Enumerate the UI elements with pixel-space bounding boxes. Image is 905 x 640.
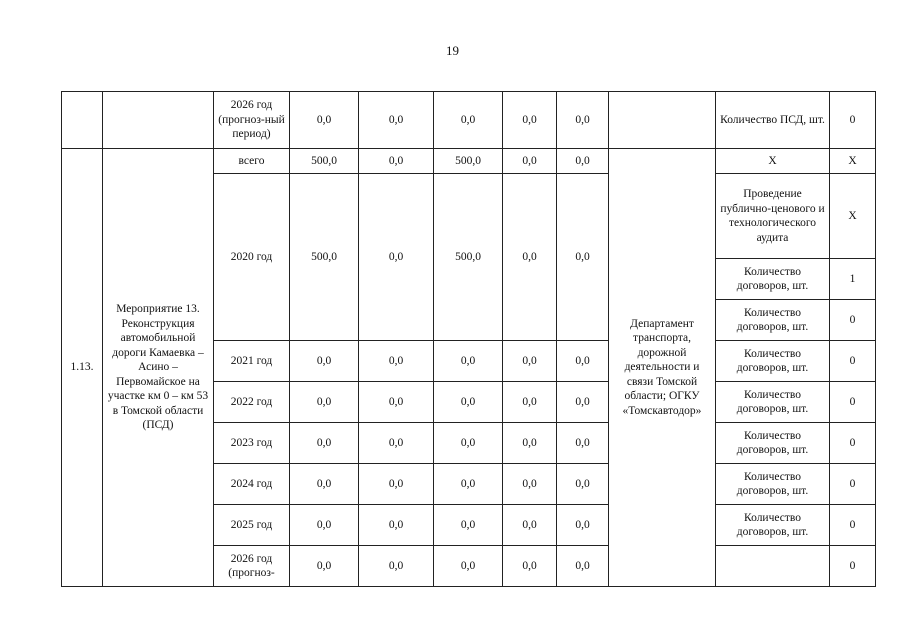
value-cell: 0,0 bbox=[434, 92, 503, 149]
value-cell: 500,0 bbox=[290, 149, 359, 174]
value-cell: 0,0 bbox=[503, 546, 557, 587]
value-cell: 0,0 bbox=[359, 382, 434, 423]
indicator-value-cell: 0 bbox=[830, 300, 876, 341]
indicator-value-cell: 0 bbox=[830, 464, 876, 505]
value-cell: 0,0 bbox=[503, 174, 557, 341]
value-cell: 0,0 bbox=[359, 464, 434, 505]
value-cell: 0,0 bbox=[557, 464, 609, 505]
measure-number-cell: 1.13. bbox=[62, 149, 103, 587]
value-cell: 0,0 bbox=[434, 423, 503, 464]
value-cell: 0,0 bbox=[359, 149, 434, 174]
page-number: 19 bbox=[446, 43, 459, 58]
indicator-name-cell: Количество договоров, шт. bbox=[716, 341, 830, 382]
executor-cell: Департамент транспорта, дорожной деятельности и связи Томской области; ОГКУ «Томскавтодор» bbox=[609, 149, 716, 587]
empty-cell bbox=[62, 92, 103, 149]
value-cell: 0,0 bbox=[359, 341, 434, 382]
indicator-value-cell: Х bbox=[830, 174, 876, 259]
value-cell: 0,0 bbox=[557, 423, 609, 464]
indicator-value-cell: 0 bbox=[830, 341, 876, 382]
period-cell: 2020 год bbox=[214, 174, 290, 341]
value-cell: 0,0 bbox=[359, 174, 434, 341]
value-cell: 0,0 bbox=[434, 382, 503, 423]
value-cell: 0,0 bbox=[503, 423, 557, 464]
value-cell: 0,0 bbox=[557, 546, 609, 587]
period-cell: 2026 год (прогноз- bbox=[214, 546, 290, 587]
period-cell: 2026 год (прогноз-ный период) bbox=[214, 92, 290, 149]
value-cell: 0,0 bbox=[503, 341, 557, 382]
value-cell: 0,0 bbox=[290, 505, 359, 546]
value-cell: 0,0 bbox=[434, 505, 503, 546]
indicator-name-cell bbox=[716, 546, 830, 587]
indicator-name-cell: Количество договоров, шт. bbox=[716, 382, 830, 423]
program-table bbox=[61, 91, 876, 587]
value-cell: 0,0 bbox=[557, 92, 609, 149]
value-cell: 0,0 bbox=[359, 505, 434, 546]
value-cell: 500,0 bbox=[434, 174, 503, 341]
value-cell: 0,0 bbox=[290, 382, 359, 423]
value-cell: 0,0 bbox=[557, 382, 609, 423]
value-cell: 0,0 bbox=[359, 546, 434, 587]
value-cell: 500,0 bbox=[290, 174, 359, 341]
indicator-value-cell: 0 bbox=[830, 505, 876, 546]
empty-cell bbox=[609, 92, 716, 149]
value-cell: 0,0 bbox=[290, 423, 359, 464]
table-row bbox=[62, 149, 876, 174]
value-cell: 0,0 bbox=[290, 546, 359, 587]
value-cell: 0,0 bbox=[503, 505, 557, 546]
value-cell: 0,0 bbox=[290, 92, 359, 149]
indicator-name-cell: Количество договоров, шт. bbox=[716, 300, 830, 341]
period-cell: 2023 год bbox=[214, 423, 290, 464]
value-cell: 0,0 bbox=[290, 464, 359, 505]
indicator-name-cell: Количество договоров, шт. bbox=[716, 423, 830, 464]
indicator-name-cell: Количество договоров, шт. bbox=[716, 505, 830, 546]
value-cell: 0,0 bbox=[503, 149, 557, 174]
value-cell: 0,0 bbox=[434, 341, 503, 382]
period-cell: 2021 год bbox=[214, 341, 290, 382]
table-row bbox=[62, 92, 876, 149]
value-cell: 0,0 bbox=[503, 92, 557, 149]
indicator-value-cell: 0 bbox=[830, 546, 876, 587]
indicator-name-cell: Проведение публично-ценового и технологического аудита bbox=[716, 174, 830, 259]
value-cell: 0,0 bbox=[557, 174, 609, 341]
indicator-name-cell: Количество договоров, шт. bbox=[716, 464, 830, 505]
value-cell: 0,0 bbox=[359, 92, 434, 149]
value-cell: 0,0 bbox=[557, 341, 609, 382]
indicator-name-cell: Количество ПСД, шт. bbox=[716, 92, 830, 149]
period-cell: 2025 год bbox=[214, 505, 290, 546]
indicator-name-cell: Х bbox=[716, 149, 830, 174]
indicator-value-cell: 0 bbox=[830, 92, 876, 149]
period-cell: всего bbox=[214, 149, 290, 174]
value-cell: 0,0 bbox=[557, 149, 609, 174]
indicator-value-cell: 0 bbox=[830, 382, 876, 423]
value-cell: 0,0 bbox=[290, 341, 359, 382]
value-cell: 0,0 bbox=[434, 464, 503, 505]
value-cell: 0,0 bbox=[359, 423, 434, 464]
indicator-value-cell: 0 bbox=[830, 423, 876, 464]
measure-name-cell: Мероприятие 13. Реконструкция автомобильной дороги Камаевка – Асино – Первомайское на участке км 0 – км 53 в Томской области (ПСД) bbox=[103, 149, 214, 587]
value-cell: 0,0 bbox=[503, 382, 557, 423]
period-cell: 2022 год bbox=[214, 382, 290, 423]
value-cell: 0,0 bbox=[557, 505, 609, 546]
indicator-name-cell: Количество договоров, шт. bbox=[716, 259, 830, 300]
value-cell: 0,0 bbox=[434, 546, 503, 587]
indicator-value-cell: Х bbox=[830, 149, 876, 174]
indicator-value-cell: 1 bbox=[830, 259, 876, 300]
period-cell: 2024 год bbox=[214, 464, 290, 505]
empty-cell bbox=[103, 92, 214, 149]
value-cell: 500,0 bbox=[434, 149, 503, 174]
value-cell: 0,0 bbox=[503, 464, 557, 505]
